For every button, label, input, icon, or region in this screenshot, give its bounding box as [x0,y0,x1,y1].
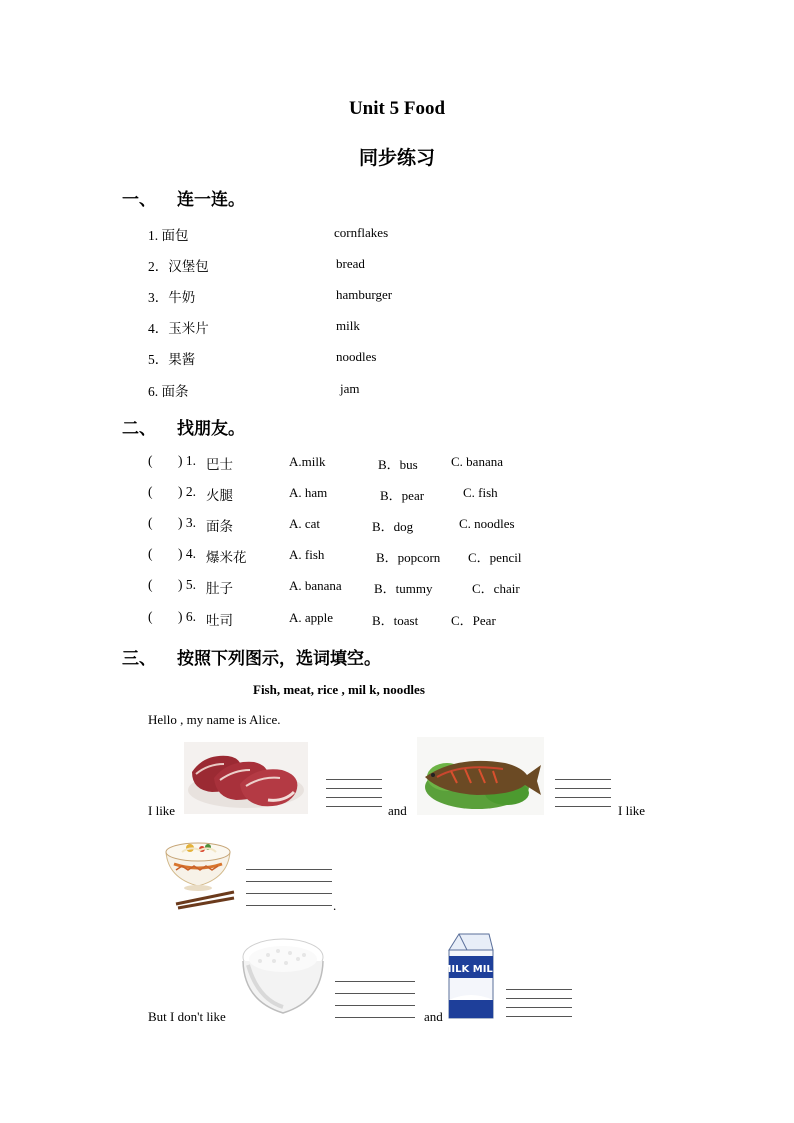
blank-line[interactable] [555,779,611,780]
question-chinese: 火腿 [206,488,233,503]
option-b: B．tummy [374,581,433,596]
blank-line[interactable] [335,1005,415,1006]
question-chinese: 面条 [206,519,233,534]
blank-line[interactable] [506,989,572,990]
milk-carton-image [441,930,501,1022]
question-chinese: 肚子 [206,581,233,596]
question-number: ) 5. [178,577,196,592]
option-c: C．chair [472,581,520,596]
option-a: A. apple [289,610,334,625]
option-b: B．toast [372,613,419,628]
match-right-item: bread [336,256,365,271]
section-1-heading: 连一连。 [177,190,245,209]
answer-paren-open[interactable]: ( [148,609,153,624]
blank-line[interactable] [246,893,332,894]
blank-line[interactable] [335,1017,415,1018]
answer-paren-open[interactable]: ( [148,453,153,468]
blank-line[interactable] [326,806,382,807]
page-subtitle: 同步练习 [358,148,435,169]
blank-line[interactable] [335,981,415,982]
blank-line[interactable] [326,779,382,780]
blank-line[interactable] [326,797,382,798]
section-3-number: 三、 [122,649,156,668]
section-1-number: 一、 [122,190,156,209]
match-left-item: 4．玉米片 [148,321,209,336]
noodles-image [160,834,236,910]
option-a: A. cat [289,516,321,531]
milk-carton-text: MILK MILK [441,964,501,975]
option-a: A. ham [289,485,328,500]
blank-line[interactable] [335,993,415,994]
match-left-item: 3．牛奶 [148,290,196,305]
section-3-heading: 按照下列图示，选词填空。 [177,649,381,668]
option-b: B．pear [380,488,425,503]
i-like-label: I like [148,803,176,818]
section-2-number: 二、 [122,419,156,438]
blank-line[interactable] [326,788,382,789]
word-bank: Fish, meat, rice , mil k, noodles [253,682,425,697]
match-left-item: 1. 面包 [148,228,189,243]
page-title: Unit 5 Food [348,98,446,119]
match-right-item: noodles [336,349,377,364]
but-dont-like-label: But I don't like [148,1009,226,1024]
section-2-heading: 找朋友。 [177,419,245,438]
option-a: A.milk [289,454,326,469]
question-number: ) 6. [178,609,196,624]
period-mark: . [333,898,337,913]
match-left-item: 2．汉堡包 [148,259,209,274]
question-number: ) 3. [178,515,196,530]
blank-line[interactable] [555,797,611,798]
option-c: C．Pear [451,613,496,628]
match-right-item: milk [336,318,360,333]
option-c: C. noodles [459,516,515,531]
blank-line[interactable] [555,788,611,789]
option-b: B．popcorn [376,550,441,565]
rice-image [238,935,328,1019]
option-c: C. banana [451,454,503,469]
option-c: C．pencil [468,550,522,565]
option-a: A. banana [289,578,342,593]
option-b: B．bus [378,457,418,472]
blank-line[interactable] [506,1007,572,1008]
question-chinese: 巴士 [206,457,233,472]
match-right-item: hamburger [336,287,393,302]
match-left-item: 5．果酱 [148,352,196,367]
question-chinese: 吐司 [206,613,233,628]
option-a: A. fish [289,547,325,562]
blank-line[interactable] [246,905,332,906]
match-left-item: 6. 面条 [148,384,189,399]
question-number: ) 4. [178,546,196,561]
question-chinese: 爆米花 [206,550,247,565]
and-label: and [424,1009,443,1024]
meat-image [184,742,308,814]
blank-line[interactable] [555,806,611,807]
intro-sentence: Hello , my name is Alice. [148,712,281,727]
answer-paren-open[interactable]: ( [148,577,153,592]
i-like-label: I like [618,803,646,818]
option-b: B．dog [372,519,414,534]
blank-line[interactable] [246,869,332,870]
option-c: C. fish [463,485,498,500]
answer-paren-open[interactable]: ( [148,515,153,530]
fish-image [417,737,544,815]
question-number: ) 1. [178,453,196,468]
blank-line[interactable] [506,998,572,999]
and-label: and [388,803,407,818]
blank-line[interactable] [246,881,332,882]
question-number: ) 2. [178,484,196,499]
match-right-item: cornflakes [334,225,389,240]
match-right-item: jam [340,381,360,396]
answer-paren-open[interactable]: ( [148,546,153,561]
blank-line[interactable] [506,1016,572,1017]
answer-paren-open[interactable]: ( [148,484,153,499]
